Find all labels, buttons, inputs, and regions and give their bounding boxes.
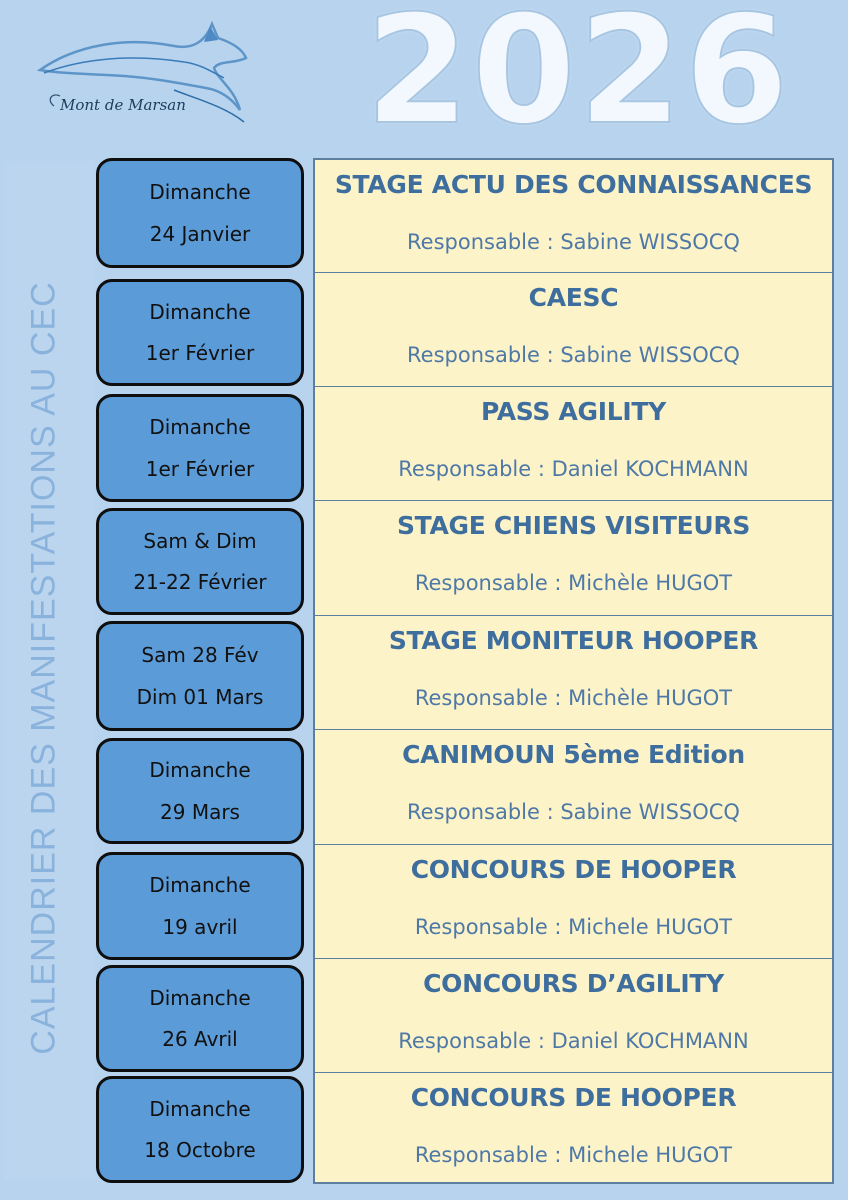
date-line2: 1er Février (145, 457, 255, 481)
year-heading: 2026 (365, 0, 791, 158)
event-title: CONCOURS DE HOOPER (410, 1083, 737, 1112)
event-row (315, 160, 832, 273)
event-title: STAGE CHIENS VISITEURS (396, 511, 751, 540)
date-badge (96, 738, 304, 844)
date-badge (96, 852, 304, 960)
event-responsable: Responsable : Daniel KOCHMANN (398, 1029, 749, 1053)
event-row (315, 501, 832, 616)
date-line1: Dimanche (149, 985, 251, 1010)
event-responsable: Responsable : Michele HUGOT (414, 1143, 733, 1167)
event-title: STAGE ACTU DES CONNAISSANCES (334, 170, 813, 199)
event-row (315, 387, 832, 501)
date-line1: Dimanche (149, 179, 251, 204)
event-row (315, 616, 832, 730)
event-title: CONCOURS D’AGILITY (423, 969, 724, 998)
event-row (315, 959, 832, 1073)
date-line1: Dimanche (149, 758, 251, 783)
event-responsable: Responsable : Sabine WISSOCQ (407, 800, 740, 824)
date-line1: Sam 28 Fév (141, 642, 259, 667)
date-badge (96, 1076, 304, 1183)
event-row (315, 730, 832, 845)
date-line2: Dim 01 Mars (136, 685, 264, 710)
vertical-title: CALENDRIER DES MANIFESTATIONS AU CEC (24, 281, 63, 1055)
event-row (315, 273, 832, 387)
event-responsable: Responsable : Daniel KOCHMANN (398, 457, 749, 481)
event-responsable: Responsable : Michèle HUGOT (414, 686, 733, 710)
event-title: CAESC (528, 283, 619, 312)
event-title: STAGE MONITEUR HOOPER (388, 626, 759, 655)
date-line2: 19 avril (162, 915, 238, 939)
date-line2: 18 Octobre (144, 1138, 256, 1163)
event-responsable: Responsable : Sabine WISSOCQ (407, 343, 740, 367)
date-badge (96, 394, 304, 502)
event-responsable: Responsable : Michele HUGOT (414, 915, 733, 939)
event-title: CANIMOUN 5ème Edition (402, 740, 745, 769)
logo-text: Mont de Marsan (60, 96, 186, 114)
event-title: PASS AGILITY (481, 397, 666, 426)
date-line2: 21-22 Février (133, 570, 267, 595)
event-responsable: Responsable : Sabine WISSOCQ (407, 230, 740, 254)
date-line1: Dimanche (149, 415, 251, 439)
date-line2: 1er Février (145, 341, 255, 366)
date-badge (96, 158, 304, 268)
date-line2: 26 Avril (162, 1027, 238, 1052)
date-badge (96, 965, 304, 1072)
event-row (315, 845, 832, 959)
event-title: CONCOURS DE HOOPER (410, 855, 737, 884)
date-line1: Dimanche (149, 299, 251, 324)
date-line1: Dimanche (149, 1096, 251, 1121)
club-logo (34, 18, 254, 128)
date-line2: 29 Mars (160, 799, 240, 824)
date-badge (96, 621, 304, 731)
event-row (315, 1073, 832, 1182)
date-badge (96, 508, 304, 615)
event-responsable: Responsable : Michèle HUGOT (414, 571, 733, 595)
date-line1: Dimanche (149, 873, 251, 897)
date-badge (96, 279, 304, 386)
date-line1: Sam & Dim (143, 528, 257, 553)
date-line2: 24 Janvier (149, 222, 251, 247)
